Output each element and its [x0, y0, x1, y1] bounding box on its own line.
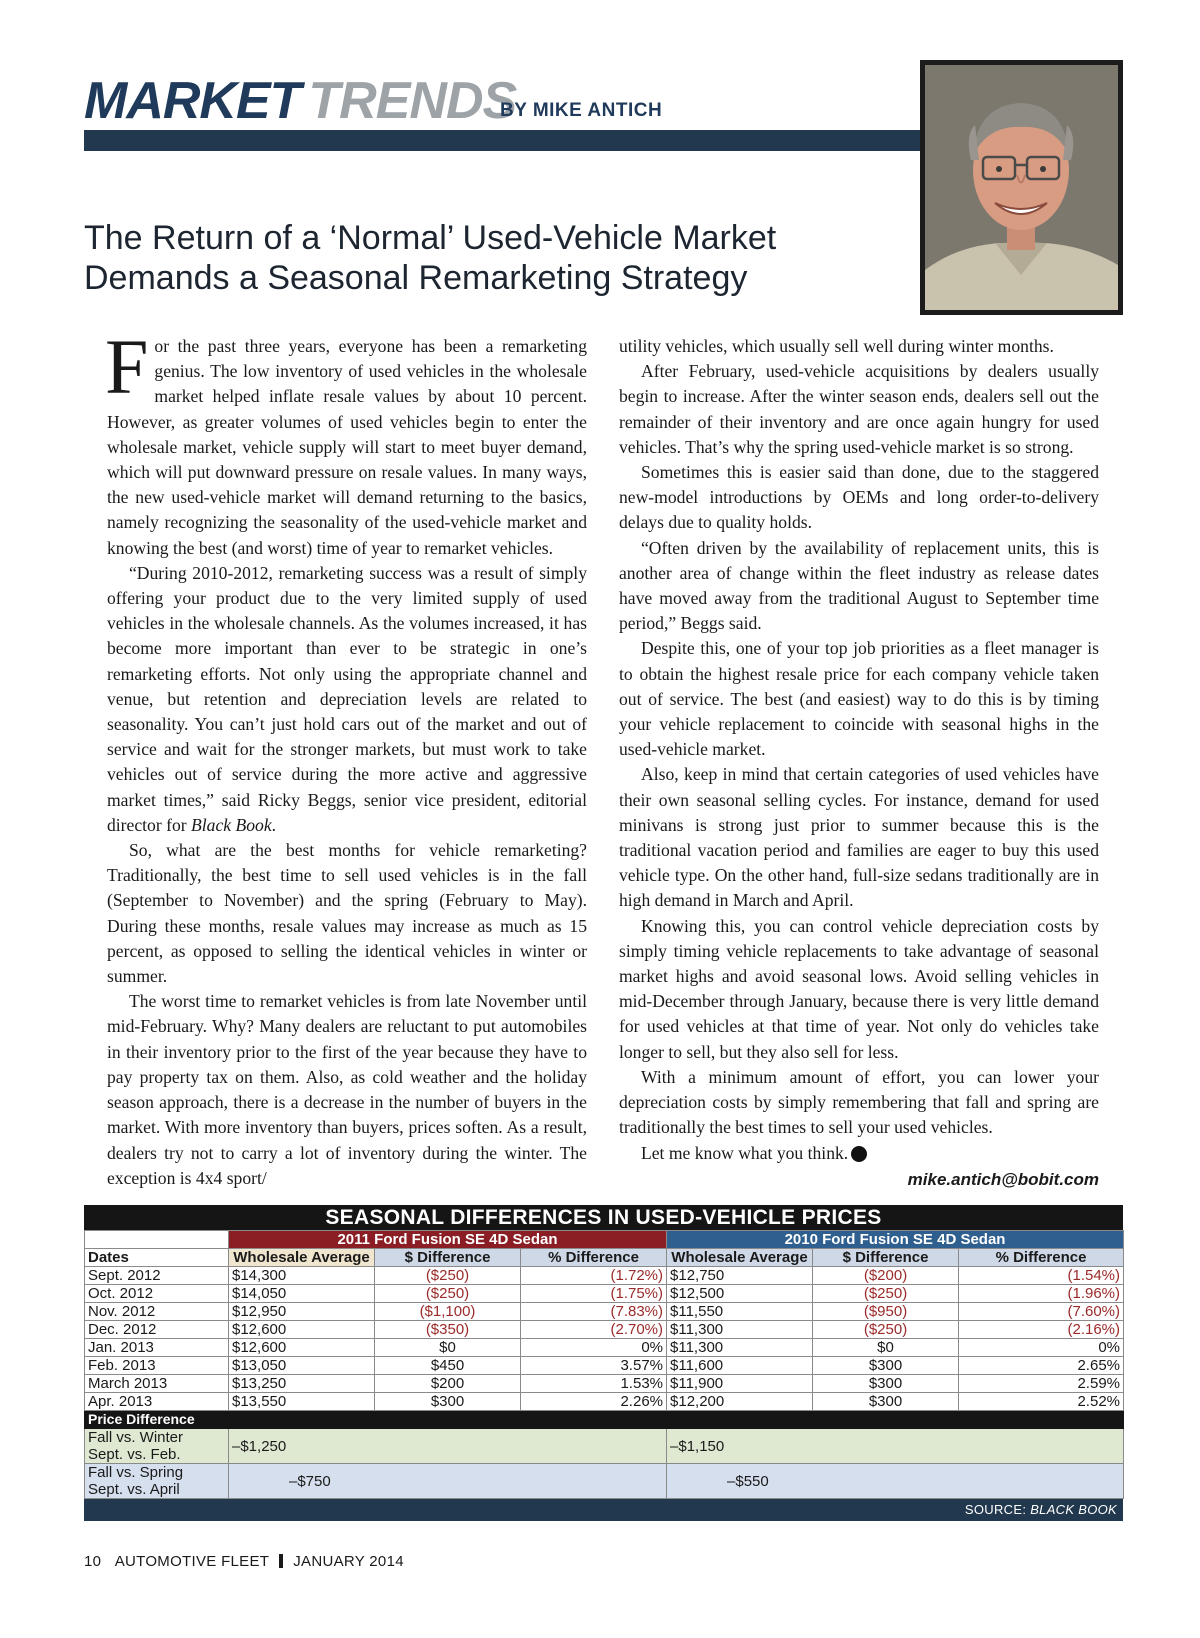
percent-difference-cell: 3.57%	[521, 1357, 667, 1375]
percent-difference-header: % Difference	[959, 1249, 1124, 1267]
dates-header: Dates	[85, 1249, 229, 1267]
table-row	[85, 1285, 1124, 1303]
dollar-difference-cell: ($250)	[375, 1285, 521, 1303]
paragraph: Sometimes this is easier said than done, due to the staggered new-model introductions by OEMs and long order-to-delivery delays due to quality holds.	[619, 462, 1099, 533]
percent-difference-cell: 2.65%	[959, 1357, 1124, 1375]
author-photo-frame	[920, 60, 1123, 315]
dollar-difference-cell: $200	[375, 1375, 521, 1393]
percent-difference-cell: (2.70%)	[521, 1321, 667, 1339]
dollar-difference-cell: ($200)	[813, 1267, 959, 1285]
percent-difference-cell: 2.26%	[521, 1393, 667, 1411]
paragraph: After February, used-vehicle acquisitions by dealers usually begin to increase. After the winter season ends, dealers sell out the remainder of their inventory and are once again hungry for used vehicles. That’s why the spring used-vehicle market is so strong.	[619, 361, 1099, 457]
percent-difference-cell: (7.60%)	[959, 1303, 1124, 1321]
wholesale-average-header: Wholesale Average	[229, 1249, 375, 1267]
table-row	[85, 1321, 1124, 1339]
page-number: 10	[84, 1553, 102, 1570]
dollar-difference-cell: ($350)	[375, 1321, 521, 1339]
percent-difference-cell: (7.83%)	[521, 1303, 667, 1321]
author-email: mike.antich@bobit.com	[907, 1170, 1099, 1189]
dollar-difference-header: $ Difference	[375, 1249, 521, 1267]
price-difference-label	[85, 1464, 229, 1499]
paragraph: With a minimum amount of effort, you can lower your depreciation costs by simply remembering that fall and spring are traditionally the best times to sell your used vehicles.	[619, 1066, 1099, 1138]
dollar-difference-cell: $300	[813, 1375, 959, 1393]
dollar-difference-cell: $0	[375, 1339, 521, 1357]
dollar-difference-header: $ Difference	[813, 1249, 959, 1267]
date-cell: March 2013	[85, 1375, 229, 1393]
paragraph: “Often driven by the availability of replacement units, this is another area of change within the fleet industry as release dates have moved away from the traditional August to September time period,” Beggs said.	[619, 537, 1099, 634]
dollar-difference-cell: ($1,100)	[375, 1303, 521, 1321]
section-title-trends: TRENDS	[308, 72, 517, 130]
wholesale-average-cell: $12,600	[229, 1339, 375, 1357]
percent-difference-cell: 2.52%	[959, 1393, 1124, 1411]
label-line: Sept. vs. April	[88, 1481, 180, 1498]
price-difference-header: Price Difference	[85, 1411, 1124, 1429]
percent-difference-cell: 0%	[521, 1339, 667, 1357]
date-cell: Sept. 2012	[85, 1267, 229, 1285]
dollar-difference-cell: $300	[375, 1393, 521, 1411]
table-row	[85, 1303, 1124, 1321]
drop-cap: F	[105, 323, 149, 410]
percent-difference-cell: 2.59%	[959, 1375, 1124, 1393]
publication-name: AUTOMOTIVE FLEET	[114, 1553, 270, 1570]
paragraph-text: Let me know what you think.	[641, 1142, 849, 1163]
header-rule	[84, 130, 920, 151]
percent-difference-cell: (1.54%)	[959, 1267, 1124, 1285]
article-column-1	[105, 323, 587, 1191]
paragraph: So, what are the best months for vehicle remarketing? Traditionally, the best time to sell used vehicles is in the fall (September to November) and the spring (February to May). During these months, resale values may increase as much as 15 percent, as opposed to selling the identical vehicles in winter or summer.	[107, 840, 587, 987]
footer-separator	[279, 1554, 283, 1568]
byline: BY MIKE ANTICH	[500, 100, 663, 121]
date-cell: Jan. 2013	[85, 1339, 229, 1357]
section-title-market: MARKET	[84, 72, 301, 130]
wholesale-average-cell: $11,300	[667, 1321, 813, 1339]
issue-date: JANUARY 2014	[293, 1553, 404, 1570]
dollar-difference-cell: ($250)	[813, 1321, 959, 1339]
paragraph	[107, 561, 587, 838]
percent-difference-cell: (2.16%)	[959, 1321, 1124, 1339]
table-row	[85, 1393, 1124, 1411]
table-row	[85, 1339, 1124, 1357]
percent-difference-cell: (1.72%)	[521, 1267, 667, 1285]
paragraph: Despite this, one of your top job priorities as a fleet manager is to obtain the highest resale price for each company vehicle taken out of service. The best (and easiest) way to do this is by timing your vehicle replacement to coincide with seasonal highs in the used-vehicle market.	[619, 638, 1099, 760]
percent-difference-cell: 1.53%	[521, 1375, 667, 1393]
wholesale-average-cell: $13,550	[229, 1393, 375, 1411]
af-logo-icon: AF	[851, 1146, 867, 1162]
article-column-2	[619, 334, 1099, 1166]
wholesale-average-cell: $11,600	[667, 1357, 813, 1375]
price-data-table	[84, 1230, 1124, 1499]
date-cell: Nov. 2012	[85, 1303, 229, 1321]
paragraph: utility vehicles, which usually sell well during winter months.	[619, 336, 1054, 356]
dollar-difference-cell: $300	[813, 1393, 959, 1411]
publication-name: Black Book	[191, 814, 272, 835]
paragraph-text: “During 2010-2012, remarketing success was a result of simply offering your product due to the very limited supply of used vehicles in the wholesale channels. As the volumes increased, it has become more important than ever to be strategic in one’s remarketing efforts. Not only using the appropriate channel and venue, but retention and depreciation levels are related to seasonality. You can’t just hold cars out of the market and out of service and wait for the stronger markets, but must work to take vehicles out of service during the more active and aggressive market times,” said Ricky Beggs, senior vice president, editorial director for	[107, 562, 587, 835]
table-source	[84, 1499, 1123, 1521]
table-row	[85, 1357, 1124, 1375]
wholesale-average-cell: $14,050	[229, 1285, 375, 1303]
dollar-difference-cell: $450	[375, 1357, 521, 1375]
dollar-difference-cell: $300	[813, 1357, 959, 1375]
section-title	[84, 70, 516, 132]
price-difference-label	[85, 1429, 229, 1464]
price-table	[84, 1205, 1123, 1521]
percent-difference-cell: (1.75%)	[521, 1285, 667, 1303]
percent-difference-cell: 0%	[959, 1339, 1124, 1357]
paragraph-end: .	[271, 814, 277, 835]
price-difference-value: –$1,150	[667, 1429, 1124, 1464]
wholesale-average-cell: $14,300	[229, 1267, 375, 1285]
paragraph: Knowing this, you can control vehicle depreciation costs by simply timing vehicle replacements to take advantage of seasonal market highs and avoid seasonal lows. Avoid selling vehicles in mid-December through January, because there is very little demand for used vehicles at that time of year. Not only do vehicles take longer to sell, but they also sell for less.	[619, 915, 1099, 1062]
percent-difference-cell: (1.96%)	[959, 1285, 1124, 1303]
article-headline: The Return of a ‘Normal’ Used-Vehicle Market Demands a Seasonal Remarketing Strategy	[84, 219, 777, 297]
wholesale-average-header: Wholesale Average	[667, 1249, 813, 1267]
source-name: BLACK BOOK	[1030, 1502, 1117, 1517]
date-cell: Dec. 2012	[85, 1321, 229, 1339]
table-title: SEASONAL DIFFERENCES IN USED-VEHICLE PRICES	[84, 1205, 1123, 1230]
wholesale-average-cell: $11,900	[667, 1375, 813, 1393]
table-row	[85, 1464, 1124, 1499]
source-prefix: SOURCE:	[964, 1502, 1027, 1517]
paragraph	[105, 323, 587, 561]
table-row	[85, 1267, 1124, 1285]
page-footer	[84, 1553, 404, 1570]
wholesale-average-cell: $12,500	[667, 1285, 813, 1303]
wholesale-average-cell: $12,200	[667, 1393, 813, 1411]
label-line: Sept. vs. Feb.	[88, 1446, 181, 1463]
percent-difference-header: % Difference	[521, 1249, 667, 1267]
paragraph: Also, keep in mind that certain categories of used vehicles have their own seasonal selling cycles. For instance, demand for used minivans is strong just prior to summer because this is the traditional vacation period and families are eager to buy this used vehicle type. On the other hand, full-size sedans traditionally are in high demand in March and April.	[619, 764, 1099, 911]
date-cell: Feb. 2013	[85, 1357, 229, 1375]
paragraph-text: or the past three years, everyone has been a remarketing genius. The low inventory of used vehicles in the wholesale market helped inflate resale values by about 10 percent. However, as greater volumes of used vehicles begin to enter the wholesale market, vehicle supply will start to meet buyer demand, which will put downward pressure on resale values. In many ways, the new used-vehicle market will demand returning to the basics, namely recognizing the seasonality of the used-vehicle market and knowing the best (and worst) time of year to remarket vehicles.	[107, 336, 587, 558]
paragraph: The worst time to remarket vehicles is from late November until mid-February. Why? Many dealers are reluctant to put automobiles in their inventory prior to the first of the year because they have to pay property tax on them. Also, as cold weather and the holiday season approach, there is a decrease in the number of buyers in the market. With more inventory than buyers, prices soften. As a result, dealers try not to carry a lot of inventory during the winter. The exception is 4x4 sport/	[107, 991, 587, 1188]
date-cell: Apr. 2013	[85, 1393, 229, 1411]
wholesale-average-cell: $11,300	[667, 1339, 813, 1357]
wholesale-average-cell: $13,050	[229, 1357, 375, 1375]
date-cell: Oct. 2012	[85, 1285, 229, 1303]
wholesale-average-cell: $13,250	[229, 1375, 375, 1393]
wholesale-average-cell: $11,550	[667, 1303, 813, 1321]
dollar-difference-cell: ($250)	[813, 1285, 959, 1303]
wholesale-average-cell: $12,750	[667, 1267, 813, 1285]
price-difference-value: –$750	[229, 1464, 667, 1499]
wholesale-average-cell: $12,600	[229, 1321, 375, 1339]
author-portrait-icon	[925, 65, 1118, 310]
label-line: Fall vs. Spring	[88, 1464, 184, 1481]
wholesale-average-cell: $12,950	[229, 1303, 375, 1321]
car1-header: 2011 Ford Fusion SE 4D Sedan	[229, 1231, 667, 1249]
car2-header: 2010 Ford Fusion SE 4D Sedan	[667, 1231, 1124, 1249]
dollar-difference-cell: ($250)	[375, 1267, 521, 1285]
price-difference-value: –$1,250	[229, 1429, 667, 1464]
label-line: Fall vs. Winter	[88, 1429, 184, 1446]
table-row	[85, 1375, 1124, 1393]
corner-cell	[85, 1231, 229, 1249]
price-difference-value: –$550	[667, 1464, 1124, 1499]
table-row	[85, 1429, 1124, 1464]
dollar-difference-cell: ($950)	[813, 1303, 959, 1321]
dollar-difference-cell: $0	[813, 1339, 959, 1357]
paragraph	[619, 1141, 1099, 1166]
